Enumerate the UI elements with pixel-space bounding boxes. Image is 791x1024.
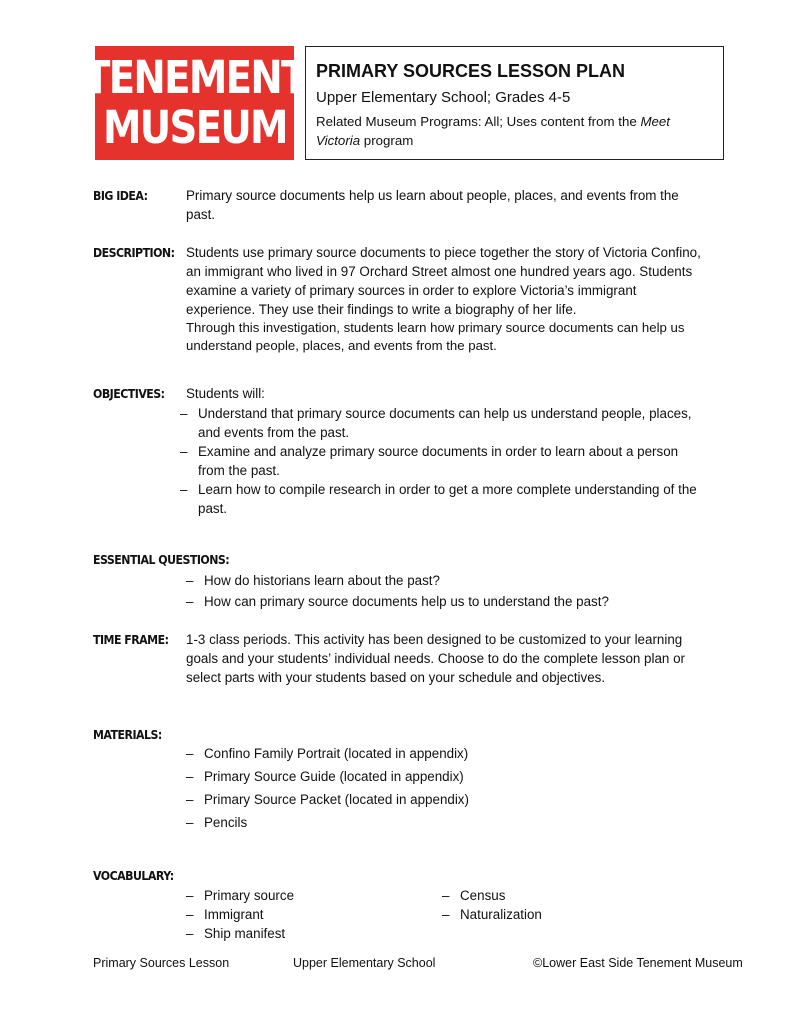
footer-left: Primary Sources Lesson bbox=[93, 956, 230, 970]
header-box bbox=[305, 46, 724, 160]
page-title: PRIMARY SOURCES LESSON PLAN bbox=[316, 61, 626, 81]
big-idea-text: Primary source documents help us learn about people, places, and events from the past. bbox=[186, 188, 679, 222]
footer-right: ©Lower East Side Tenement Museum bbox=[533, 956, 743, 970]
list-item: – Pencils bbox=[186, 813, 706, 832]
list-item: – How do historians learn about the past? bbox=[186, 571, 706, 590]
essential-questions-list bbox=[186, 571, 706, 611]
footer-center: Upper Elementary School bbox=[293, 956, 436, 970]
logo-line-2: MUSEUM bbox=[102, 101, 287, 154]
materials-list bbox=[186, 744, 706, 832]
related-program-name: Meet Victoria bbox=[316, 114, 670, 148]
related-suffix: program bbox=[360, 133, 414, 148]
objectives-intro: Students will: bbox=[186, 386, 265, 401]
list-item: – Confino Family Portrait (located in appendix) bbox=[186, 744, 706, 763]
vocabulary-list-1 bbox=[186, 886, 406, 943]
essential-questions-label: ESSENTIAL QUESTIONS: bbox=[93, 552, 230, 567]
vocabulary-list-2 bbox=[442, 886, 662, 924]
list-item: – Primary source bbox=[186, 886, 406, 905]
list-item: – Primary Source Packet (located in appendix) bbox=[186, 790, 706, 809]
list-item: – Ship manifest bbox=[186, 924, 406, 943]
list-item: – How can primary source documents help us to understand the past? bbox=[186, 592, 706, 611]
objectives-label: OBJECTIVES: bbox=[93, 386, 165, 401]
tenement-museum-logo bbox=[83, 46, 306, 160]
vocabulary-label: VOCABULARY: bbox=[93, 868, 174, 883]
list-item: – Naturalization bbox=[442, 905, 662, 924]
list-item: – Learn how to compile research in order to get a more complete understanding of the past. bbox=[180, 480, 700, 518]
list-item: – Examine and analyze primary source documents in order to learn about a person from the past. bbox=[180, 442, 700, 480]
related-programs bbox=[316, 112, 713, 150]
grade-level: Upper Elementary School; Grades 4-5 bbox=[316, 89, 571, 106]
big-idea-label: BIG IDEA: bbox=[93, 188, 148, 203]
description-text-2: Through this investigation, students learn how primary source documents can help us understand people, places, and events from the past. bbox=[186, 320, 685, 353]
related-prefix: Related Museum Programs: All; Uses content from the bbox=[316, 114, 641, 129]
objectives-list bbox=[180, 404, 700, 518]
list-item: – Immigrant bbox=[186, 905, 406, 924]
time-frame-label: TIME FRAME: bbox=[93, 632, 169, 647]
list-item: – Understand that primary source documents can help us understand people, places, and events from the past. bbox=[180, 404, 700, 442]
description-text: Students use primary source documents to piece together the story of Victoria Confino, an immigrant who lived in 97 Orchard Street almost one hundred years ago. Students examine a variety of primary sources in order to explore Victoria’s immigrant experience. They use their findings to write a biography of her life. bbox=[186, 245, 701, 317]
time-frame-text: 1-3 class periods. This activity has been designed to be customized to your learning goals and your students’ individual needs. Choose to do the complete lesson plan or select parts with your students based on your schedule and objectives. bbox=[186, 632, 685, 685]
materials-label: MATERIALS: bbox=[93, 727, 162, 742]
list-item: – Primary Source Guide (located in appendix) bbox=[186, 767, 706, 786]
logo-line-1: TENEMENT bbox=[83, 51, 306, 104]
description-label: DESCRIPTION: bbox=[93, 245, 175, 260]
list-item: – Census bbox=[442, 886, 662, 905]
